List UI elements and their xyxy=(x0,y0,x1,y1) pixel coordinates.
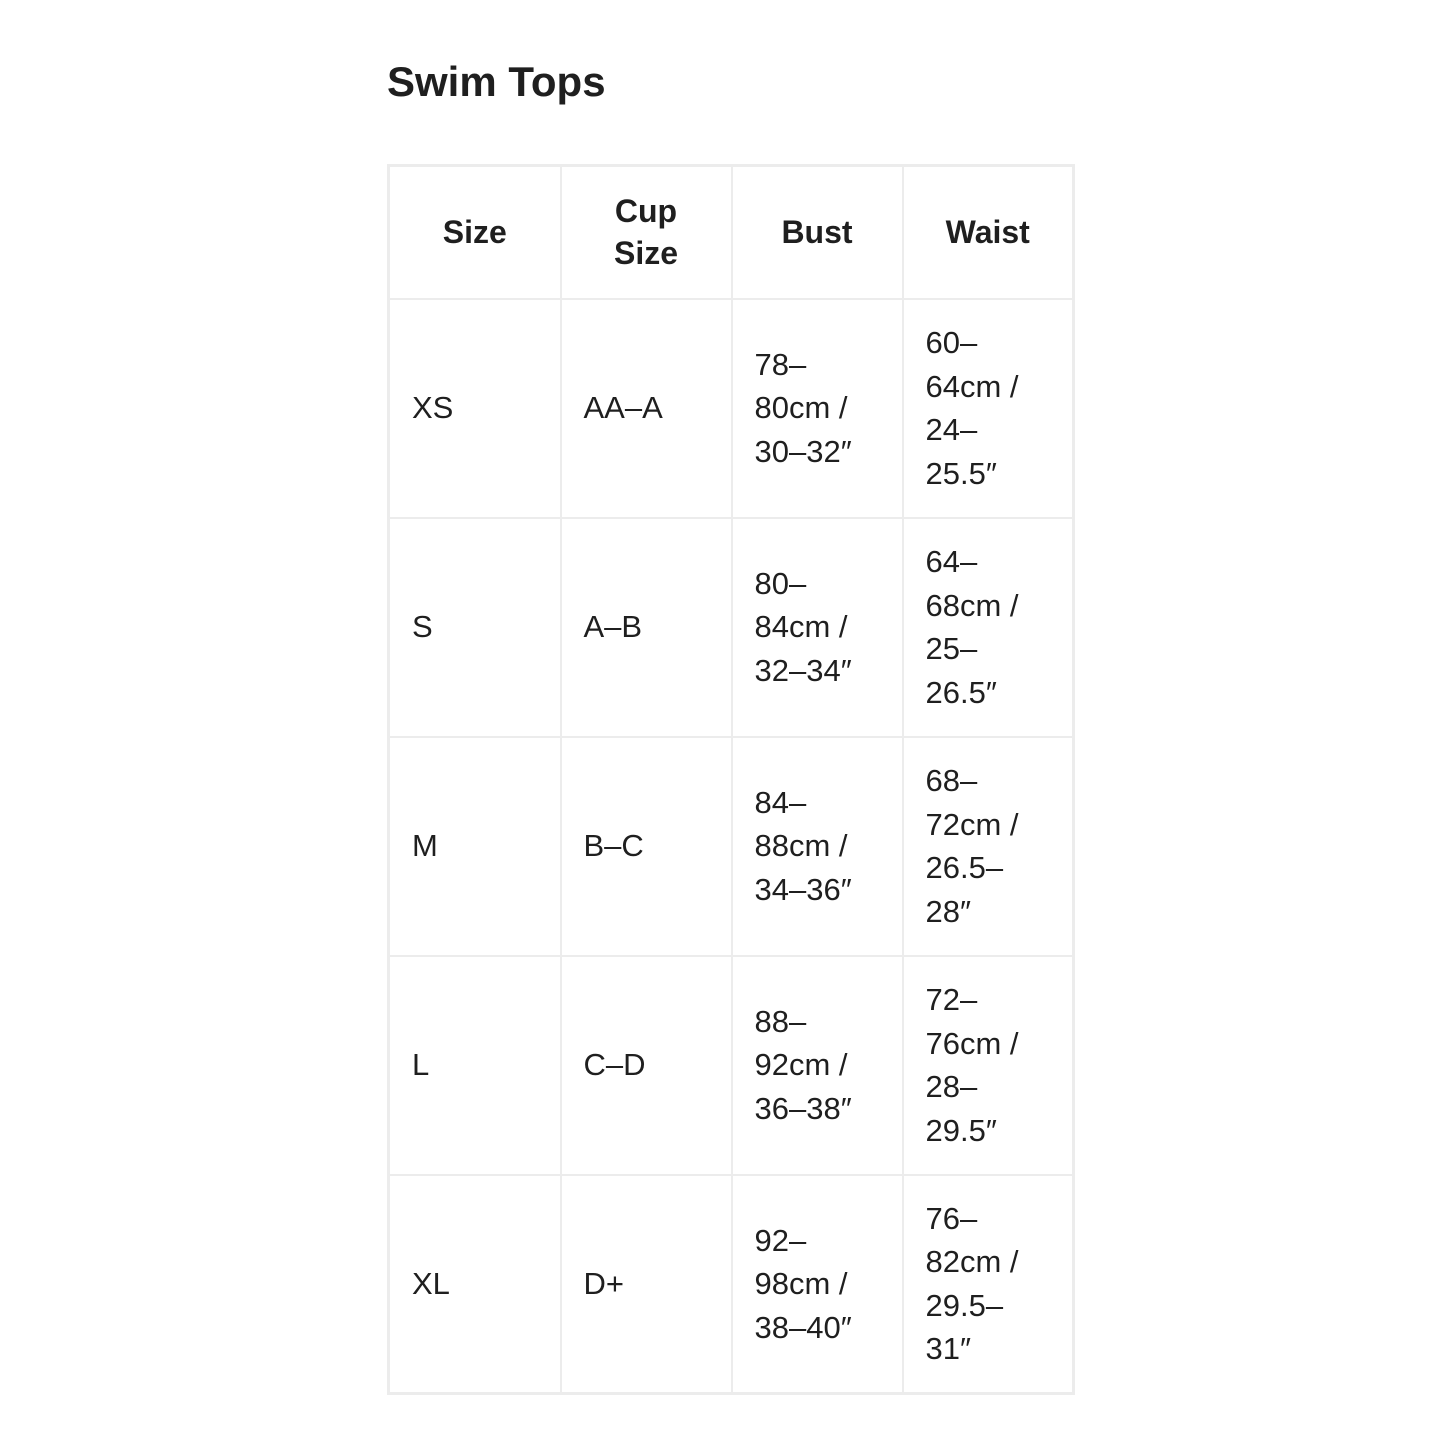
cell-waist xyxy=(903,737,1074,956)
table-row xyxy=(389,518,1074,737)
bust-line: 92cm / xyxy=(754,1047,848,1083)
cell-waist xyxy=(903,299,1074,518)
cell-cup: D+ xyxy=(561,1175,732,1394)
waist-line: 64– xyxy=(925,544,978,579)
bust-line: 36–38″ xyxy=(754,1090,852,1126)
waist-line: 29.5– xyxy=(925,1287,1004,1323)
header-bust xyxy=(732,166,903,299)
waist-line: 24– xyxy=(925,412,978,447)
header-size xyxy=(389,166,561,299)
bust-line: 80cm / xyxy=(754,390,848,426)
waist-line: 26.5– xyxy=(925,850,1004,885)
cell-bust xyxy=(732,956,903,1175)
waist-line: 26.5″ xyxy=(925,674,997,710)
waist-line: 28– xyxy=(925,1069,978,1104)
waist-line: 25– xyxy=(925,631,978,666)
table-row xyxy=(389,299,1074,518)
waist-line: 60– xyxy=(925,325,978,360)
cell-cup: B–C xyxy=(561,737,732,956)
waist-line: 76cm / xyxy=(925,1025,1019,1061)
header-waist xyxy=(903,166,1074,299)
bust-line: 84– xyxy=(754,784,807,820)
cell-cup: C–D xyxy=(561,956,732,1175)
header-cup-size xyxy=(561,166,732,299)
bust-line: 88cm / xyxy=(754,828,848,864)
page-title: Swim Tops xyxy=(387,58,606,105)
table-row xyxy=(389,737,1074,956)
bust-line: 92– xyxy=(754,1222,807,1258)
waist-line: 68– xyxy=(925,763,978,798)
bust-line: 78– xyxy=(754,346,807,382)
cell-size: XS xyxy=(389,299,561,518)
waist-line: 68cm / xyxy=(925,587,1019,623)
waist-line: 72cm / xyxy=(925,806,1019,842)
table-row xyxy=(389,956,1074,1175)
waist-line: 72– xyxy=(925,982,978,1017)
table-header-row xyxy=(389,166,1074,299)
cell-size: L xyxy=(389,956,561,1175)
waist-line: 28″ xyxy=(925,893,971,929)
cell-bust xyxy=(732,299,903,518)
cell-bust xyxy=(732,737,903,956)
waist-line: 25.5″ xyxy=(925,455,997,491)
header-bust-label: Bust xyxy=(781,214,853,251)
header-cup-label-line1: Cup xyxy=(614,193,678,230)
bust-line: 30–32″ xyxy=(754,433,852,469)
waist-line: 64cm / xyxy=(925,368,1019,404)
bust-line: 80– xyxy=(754,565,807,601)
waist-line: 76– xyxy=(925,1200,978,1236)
bust-line: 34–36″ xyxy=(754,871,852,907)
header-cup-label-line2: Size xyxy=(613,235,679,272)
cell-bust xyxy=(732,518,903,737)
cell-waist xyxy=(903,956,1074,1175)
header-waist-label: Waist xyxy=(945,214,1030,251)
cell-waist xyxy=(903,1175,1074,1394)
table-row xyxy=(389,1175,1074,1394)
cell-waist xyxy=(903,518,1074,737)
size-chart-table xyxy=(387,164,1075,1395)
header-size-label: Size xyxy=(442,214,507,251)
cell-size: XL xyxy=(389,1175,561,1394)
cell-cup: A–B xyxy=(561,518,732,737)
bust-line: 88– xyxy=(754,1003,807,1039)
bust-line: 32–34″ xyxy=(754,652,852,688)
waist-line: 29.5″ xyxy=(925,1112,997,1148)
cell-bust xyxy=(732,1175,903,1394)
cell-size: M xyxy=(389,737,561,956)
waist-line: 31″ xyxy=(925,1331,971,1367)
cell-cup: AA–A xyxy=(561,299,732,518)
bust-line: 98cm / xyxy=(754,1266,848,1301)
cell-size: S xyxy=(389,518,561,737)
waist-line: 82cm / xyxy=(925,1244,1019,1280)
bust-line: 84cm / xyxy=(754,609,848,645)
bust-line: 38–40″ xyxy=(754,1309,852,1345)
